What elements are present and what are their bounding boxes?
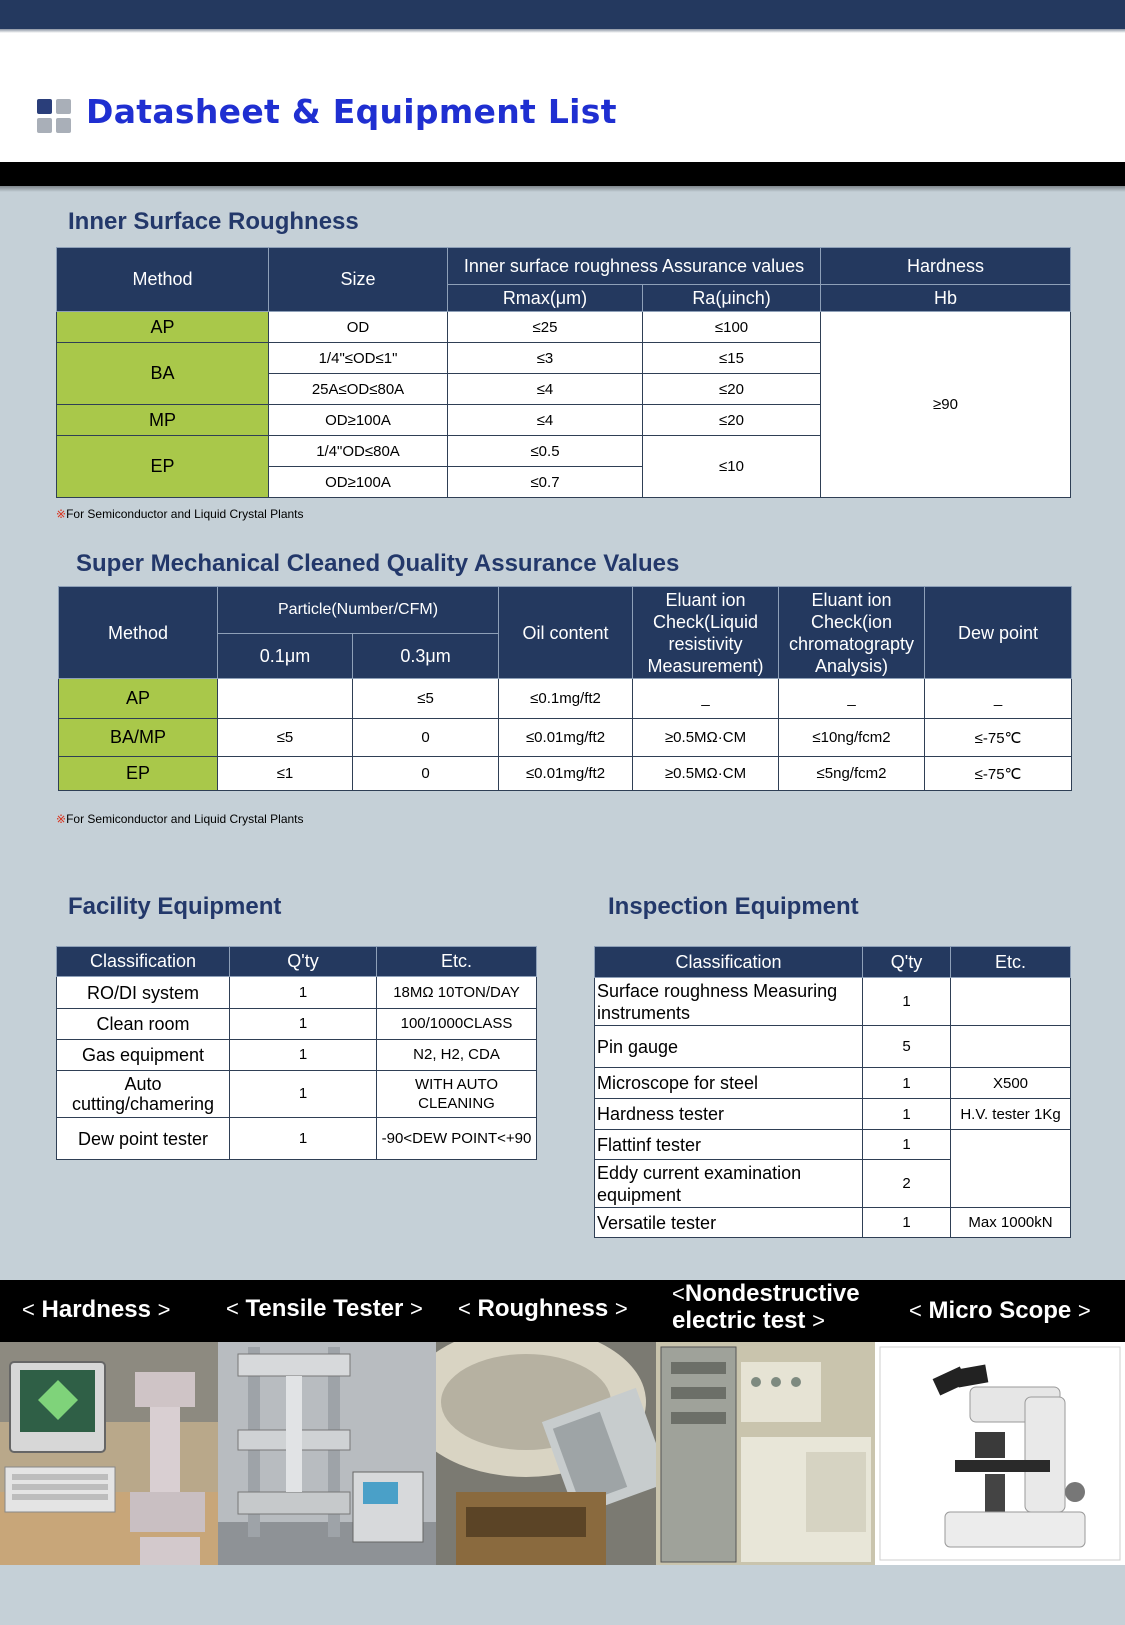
col-qty: Q'ty	[863, 947, 951, 978]
col-p01: 0.1μm	[218, 634, 353, 679]
table-row	[595, 1099, 1071, 1130]
col-eluant-ion: Eluant ion Check(ion chromatograpty Analysis)	[779, 587, 925, 679]
note-mark: ※	[56, 812, 67, 826]
eluant-liquid-cell: ≥0.5MΩ·CM	[633, 719, 779, 757]
qty-cell: 2	[863, 1160, 951, 1208]
etc-cell: Max 1000kN	[951, 1208, 1071, 1238]
method-cell: AP	[59, 679, 218, 719]
method-cell: EP	[59, 757, 218, 791]
etc-cell	[951, 1130, 1071, 1208]
col-hb: Hb	[821, 285, 1071, 312]
col-qty: Q'ty	[230, 947, 377, 977]
tensile-tester-photo	[218, 1342, 436, 1565]
roughness-note	[56, 507, 304, 521]
eluant-ion-cell: ≤10ng/fcm2	[779, 719, 925, 757]
classification-cell: Auto cutting/chamering	[57, 1071, 230, 1118]
dew-cell: ≤-75℃	[925, 757, 1072, 791]
table-row	[59, 719, 1072, 757]
ra-cell: ≤10	[643, 436, 821, 498]
etc-cell: -90<DEW POINT<+90	[377, 1118, 537, 1160]
method-cell: AP	[57, 312, 269, 343]
hardness-value: ≥90	[821, 312, 1071, 498]
roughness-title: Inner Surface Roughness	[68, 208, 359, 235]
col-p03: 0.3μm	[353, 634, 499, 679]
size-cell: OD≥100A	[269, 467, 448, 498]
col-etc: Etc.	[951, 947, 1071, 978]
page-footer	[0, 1565, 1125, 1625]
size-cell: 1/4"OD≤80A	[269, 436, 448, 467]
header-divider-shadow	[0, 186, 1125, 192]
etc-cell: N2, H2, CDA	[377, 1040, 537, 1071]
label-nondestructive: <Nondestructive electric test >	[672, 1280, 860, 1334]
col-dew: Dew point	[925, 587, 1072, 679]
col-method: Method	[57, 248, 269, 312]
classification-cell: Gas equipment	[57, 1040, 230, 1071]
eluant-liquid-cell: _	[633, 679, 779, 719]
etc-cell: X500	[951, 1068, 1071, 1099]
ra-cell: ≤15	[643, 343, 821, 374]
classification-cell: Dew point tester	[57, 1118, 230, 1160]
size-cell: 25A≤OD≤80A	[269, 374, 448, 405]
ra-cell: ≤20	[643, 374, 821, 405]
eluant-liquid-cell: ≥0.5MΩ·CM	[633, 757, 779, 791]
facility-title: Facility Equipment	[68, 893, 282, 920]
p01-cell: ≤5	[218, 719, 353, 757]
note-text: For Semiconductor and Liquid Crystal Plants	[66, 507, 304, 521]
rmax-cell: ≤4	[448, 405, 643, 436]
microscope-photo	[875, 1342, 1125, 1565]
etc-cell: WITH AUTO CLEANING	[377, 1071, 537, 1118]
method-cell: EP	[57, 436, 269, 498]
col-hardness: Hardness	[821, 248, 1071, 285]
qty-cell: 5	[863, 1026, 951, 1068]
qty-cell: 1	[230, 1118, 377, 1160]
qty-cell: 1	[230, 1009, 377, 1040]
table-row	[57, 977, 537, 1009]
label-roughness: < Roughness >	[458, 1295, 628, 1322]
rmax-cell: ≤0.7	[448, 467, 643, 498]
label-hardness: < Hardness >	[22, 1296, 171, 1323]
table-row	[59, 757, 1072, 791]
squares-logo-icon	[37, 99, 73, 135]
table-row	[57, 1118, 537, 1160]
etc-cell	[951, 1026, 1071, 1068]
table-row	[57, 1071, 537, 1118]
roughness-table	[56, 247, 1071, 498]
method-cell: BA	[57, 343, 269, 405]
p01-cell	[218, 679, 353, 719]
classification-cell: Pin gauge	[595, 1026, 863, 1068]
col-oil: Oil content	[499, 587, 633, 679]
table-row	[59, 679, 1072, 719]
table-row	[595, 1130, 1071, 1160]
classification-cell: Hardness tester	[595, 1099, 863, 1130]
classification-cell: Surface roughness Measuring instruments	[595, 978, 863, 1026]
top-bar	[0, 0, 1125, 29]
p03-cell: 0	[353, 719, 499, 757]
facility-table	[56, 946, 537, 1160]
table-row	[57, 312, 1071, 343]
method-cell: BA/MP	[59, 719, 218, 757]
col-rmax: Rmax(μm)	[448, 285, 643, 312]
rmax-cell: ≤4	[448, 374, 643, 405]
dew-cell: ≤-75℃	[925, 719, 1072, 757]
equipment-photos	[0, 1342, 1125, 1565]
etc-cell	[951, 978, 1071, 1026]
oil-cell: ≤0.01mg/ft2	[499, 757, 633, 791]
etc-cell: 18MΩ 10TON/DAY	[377, 977, 537, 1009]
eluant-ion-cell: ≤5ng/fcm2	[779, 757, 925, 791]
col-size: Size	[269, 248, 448, 312]
qty-cell: 1	[230, 977, 377, 1009]
label-micro-scope: < Micro Scope >	[909, 1297, 1091, 1324]
col-classification: Classification	[595, 947, 863, 978]
etc-cell: H.V. tester 1Kg	[951, 1099, 1071, 1130]
col-method: Method	[59, 587, 218, 679]
qty-cell: 1	[230, 1071, 377, 1118]
page-title: Datasheet & Equipment List	[86, 92, 617, 131]
size-cell: OD≥100A	[269, 405, 448, 436]
classification-cell: Eddy current examination equipment	[595, 1160, 863, 1208]
qty-cell: 1	[863, 1208, 951, 1238]
classification-cell: Microscope for steel	[595, 1068, 863, 1099]
ra-cell: ≤20	[643, 405, 821, 436]
roughness-tester-photo	[436, 1342, 656, 1565]
table-row	[595, 1208, 1071, 1238]
cleaned-table	[58, 586, 1072, 791]
eluant-ion-cell: _	[779, 679, 925, 719]
p03-cell: ≤5	[353, 679, 499, 719]
oil-cell: ≤0.1mg/ft2	[499, 679, 633, 719]
etc-cell: 100/1000CLASS	[377, 1009, 537, 1040]
inspection-title: Inspection Equipment	[608, 893, 859, 920]
nondestructive-tester-photo	[656, 1342, 875, 1565]
table-row	[595, 1026, 1071, 1068]
col-eluant-liquid: Eluant ion Check(Liquid resistivity Measurement)	[633, 587, 779, 679]
cleaned-note	[56, 812, 304, 826]
note-mark: ※	[56, 507, 67, 521]
classification-cell: Clean room	[57, 1009, 230, 1040]
table-row	[57, 1040, 537, 1071]
size-cell: OD	[269, 312, 448, 343]
qty-cell: 1	[863, 978, 951, 1026]
rmax-cell: ≤25	[448, 312, 643, 343]
col-particle: Particle(Number/CFM)	[218, 587, 499, 634]
col-assurance: Inner surface roughness Assurance values	[448, 248, 821, 285]
oil-cell: ≤0.01mg/ft2	[499, 719, 633, 757]
table-row	[595, 978, 1071, 1026]
inspection-table	[594, 946, 1071, 1238]
classification-cell: Flattinf tester	[595, 1130, 863, 1160]
p03-cell: 0	[353, 757, 499, 791]
qty-cell: 1	[863, 1068, 951, 1099]
dew-cell: _	[925, 679, 1072, 719]
method-cell: MP	[57, 405, 269, 436]
qty-cell: 1	[230, 1040, 377, 1071]
size-cell: 1/4"≤OD≤1"	[269, 343, 448, 374]
hardness-tester-photo	[0, 1342, 218, 1565]
qty-cell: 1	[863, 1099, 951, 1130]
table-row	[57, 1009, 537, 1040]
header-divider	[0, 162, 1125, 186]
rmax-cell: ≤3	[448, 343, 643, 374]
col-etc: Etc.	[377, 947, 537, 977]
table-row	[595, 1068, 1071, 1099]
note-text: For Semiconductor and Liquid Crystal Plants	[66, 812, 304, 826]
cleaned-title: Super Mechanical Cleaned Quality Assurance Values	[76, 550, 680, 577]
classification-cell: Versatile tester	[595, 1208, 863, 1238]
qty-cell: 1	[863, 1130, 951, 1160]
p01-cell: ≤1	[218, 757, 353, 791]
label-tensile-tester: < Tensile Tester >	[226, 1295, 423, 1322]
col-classification: Classification	[57, 947, 230, 977]
ra-cell: ≤100	[643, 312, 821, 343]
classification-cell: RO/DI system	[57, 977, 230, 1009]
rmax-cell: ≤0.5	[448, 436, 643, 467]
col-ra: Ra(μinch)	[643, 285, 821, 312]
